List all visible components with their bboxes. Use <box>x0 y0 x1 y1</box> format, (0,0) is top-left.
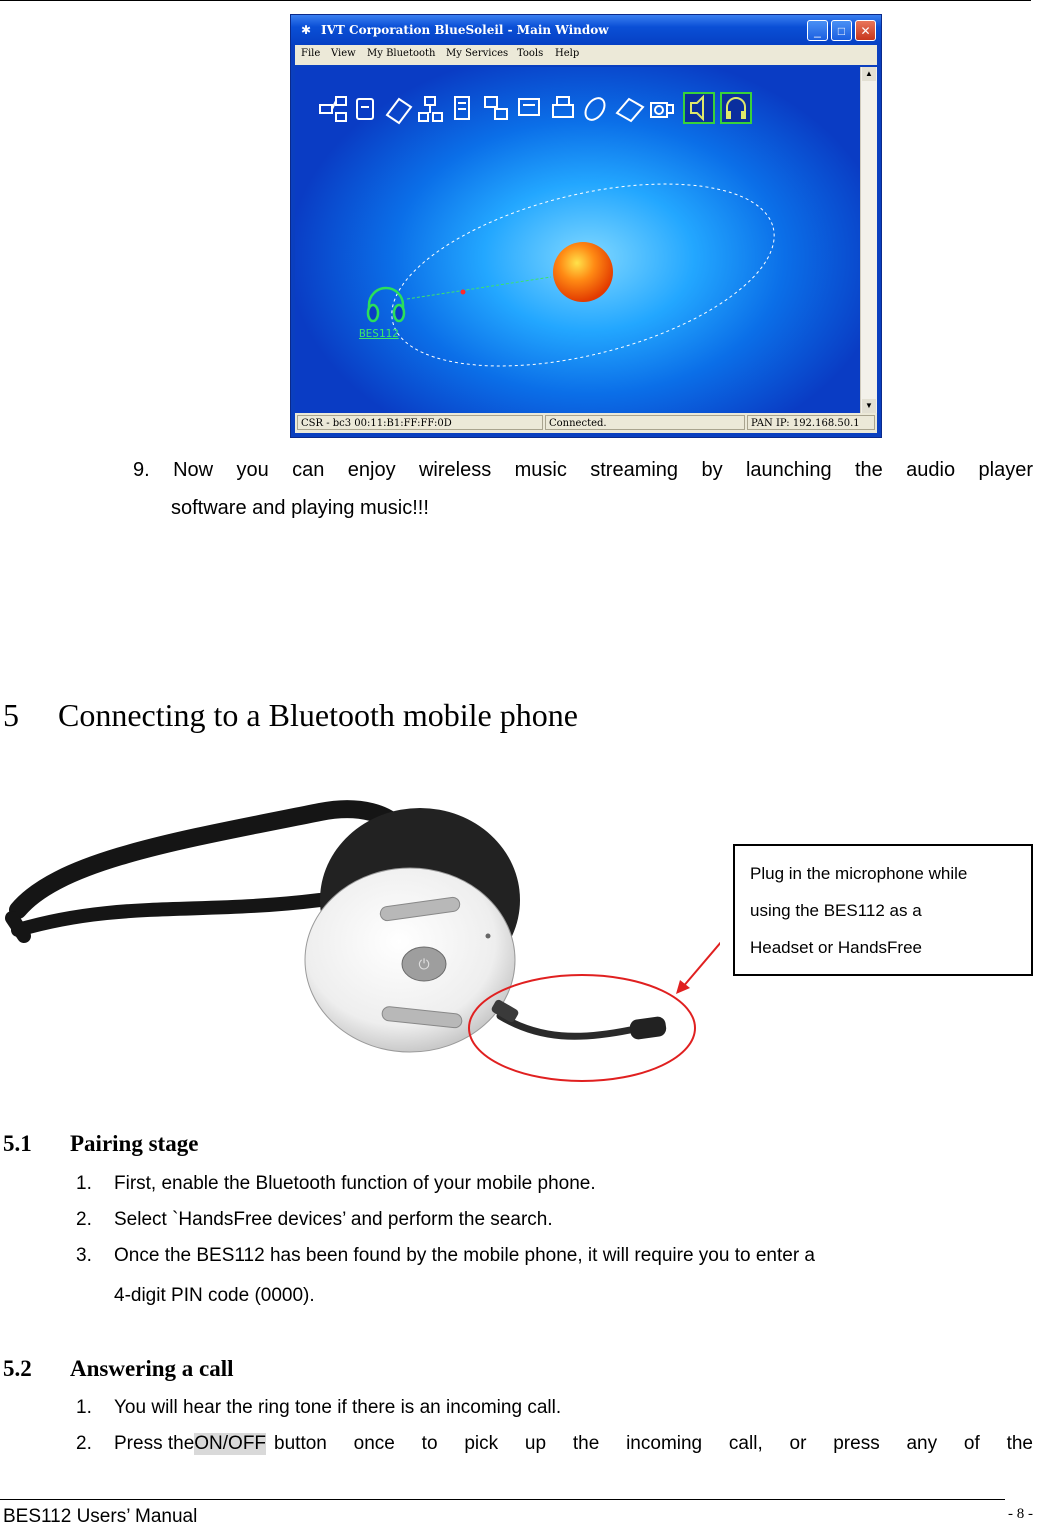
headset-icon[interactable] <box>721 93 751 123</box>
service-icons <box>320 93 751 123</box>
canvas-drawing <box>295 67 860 413</box>
window-titlebar <box>291 15 881 45</box>
on-off-highlight: ON/OFF <box>194 1433 267 1454</box>
section-5-2-number: 5.2 <box>3 1356 32 1381</box>
step9-line2: software and playing music!!! <box>171 497 429 519</box>
step9-line1: 9. Now you can enjoy wireless music streaming by launching the audio player <box>133 459 1033 481</box>
s52-item2-num: 2. <box>76 1433 92 1454</box>
callout-line3: Headset or HandsFree <box>750 938 922 957</box>
close-button[interactable]: ✕ <box>855 20 876 41</box>
menu-help[interactable]: Help <box>555 48 580 59</box>
microphone-boom <box>500 1016 630 1036</box>
fax-modem-icon[interactable] <box>617 99 643 121</box>
vertical-scrollbar[interactable] <box>860 67 877 413</box>
menu-view[interactable]: View <box>331 48 356 59</box>
section-5-1-title: Pairing stage <box>70 1131 199 1156</box>
section-5-title: Connecting to a Bluetooth mobile phone <box>58 697 578 733</box>
object-push-icon[interactable] <box>519 99 539 115</box>
file-transfer-icon[interactable] <box>455 97 469 119</box>
scroll-down-arrow[interactable]: ▼ <box>862 399 876 413</box>
minimize-button[interactable]: _ <box>807 20 828 41</box>
section-5-number: 5 <box>3 697 19 733</box>
status-bar <box>295 413 877 433</box>
remote-headset-icon[interactable] <box>368 288 404 321</box>
svg-text:⏻: ⏻ <box>418 957 430 973</box>
remote-device-label[interactable]: BES112 <box>359 327 399 340</box>
menu-my-bluetooth[interactable]: My Bluetooth <box>367 48 436 59</box>
connection-line <box>407 277 551 299</box>
top-rule <box>0 0 1031 1</box>
s51-item2-num: 2. <box>76 1209 92 1230</box>
footer-manual-title: BES112 Users’ Manual <box>3 1506 198 1527</box>
s51-item3-num: 3. <box>76 1245 92 1266</box>
section-5-1-number: 5.1 <box>3 1131 32 1156</box>
dialup-icon[interactable] <box>357 99 373 119</box>
window-title: IVT Corporation BlueSoleil - Main Window <box>321 23 609 37</box>
menu-my-services[interactable]: My Services <box>446 48 509 59</box>
network-icon[interactable] <box>320 97 346 121</box>
callout-line2: using the BES112 as a <box>750 901 922 920</box>
scroll-up-arrow[interactable]: ▲ <box>862 67 876 81</box>
status-connection: Connected. <box>545 415 745 430</box>
s51-item1-num: 1. <box>76 1173 92 1194</box>
s52-item1-text: You will hear the ring tone if there is an incoming call. <box>114 1397 562 1418</box>
status-adapter: CSR - bc3 00:11:B1:FF:FF:0D <box>297 415 543 430</box>
s51-item1-text: First, enable the Bluetooth function of your mobile phone. <box>114 1173 596 1194</box>
lan-icon[interactable] <box>419 97 442 121</box>
s52-item2-pre: Press the <box>114 1433 195 1454</box>
connection-dot <box>461 290 466 295</box>
section-5-2-title: Answering a call <box>70 1356 234 1381</box>
audio-gateway-icon[interactable] <box>684 93 714 123</box>
bluetooth-canvas <box>295 67 860 413</box>
headset-photo <box>0 790 720 1090</box>
status-pan-ip: PAN IP: 192.168.50.1 <box>747 415 875 430</box>
footer-page-number: - 8 - <box>1008 1506 1033 1522</box>
menu-file[interactable]: File <box>301 48 321 59</box>
maximize-button[interactable]: □ <box>831 20 852 41</box>
bluetooth-icon: ✱ <box>300 23 312 37</box>
local-device-sphere[interactable] <box>553 242 613 302</box>
callout-line1: Plug in the microphone while <box>750 864 968 883</box>
callout-box <box>733 844 1033 976</box>
menu-bar <box>295 45 877 65</box>
s52-item1-num: 1. <box>76 1397 92 1418</box>
s52-item2-post: button once to pick up the incoming call, or press any of the <box>274 1433 1033 1454</box>
footer-rule <box>0 1499 1005 1500</box>
mouse-icon[interactable] <box>582 95 609 124</box>
printer-icon[interactable] <box>553 97 573 117</box>
s51-item3-text2: 4-digit PIN code (0000). <box>114 1285 315 1306</box>
s51-item3-text: Once the BES112 has been found by the mobile phone, it will require you to enter a <box>114 1245 815 1266</box>
menu-tools[interactable]: Tools <box>517 48 544 59</box>
fax-icon[interactable] <box>387 99 411 123</box>
s52-item2-text <box>114 1433 1033 1455</box>
sync-icon[interactable] <box>485 97 507 119</box>
s51-item2-text: Select `HandsFree devices’ and perform the search. <box>114 1209 553 1230</box>
bluesoleil-window <box>290 14 882 438</box>
camera-icon[interactable] <box>651 103 673 117</box>
